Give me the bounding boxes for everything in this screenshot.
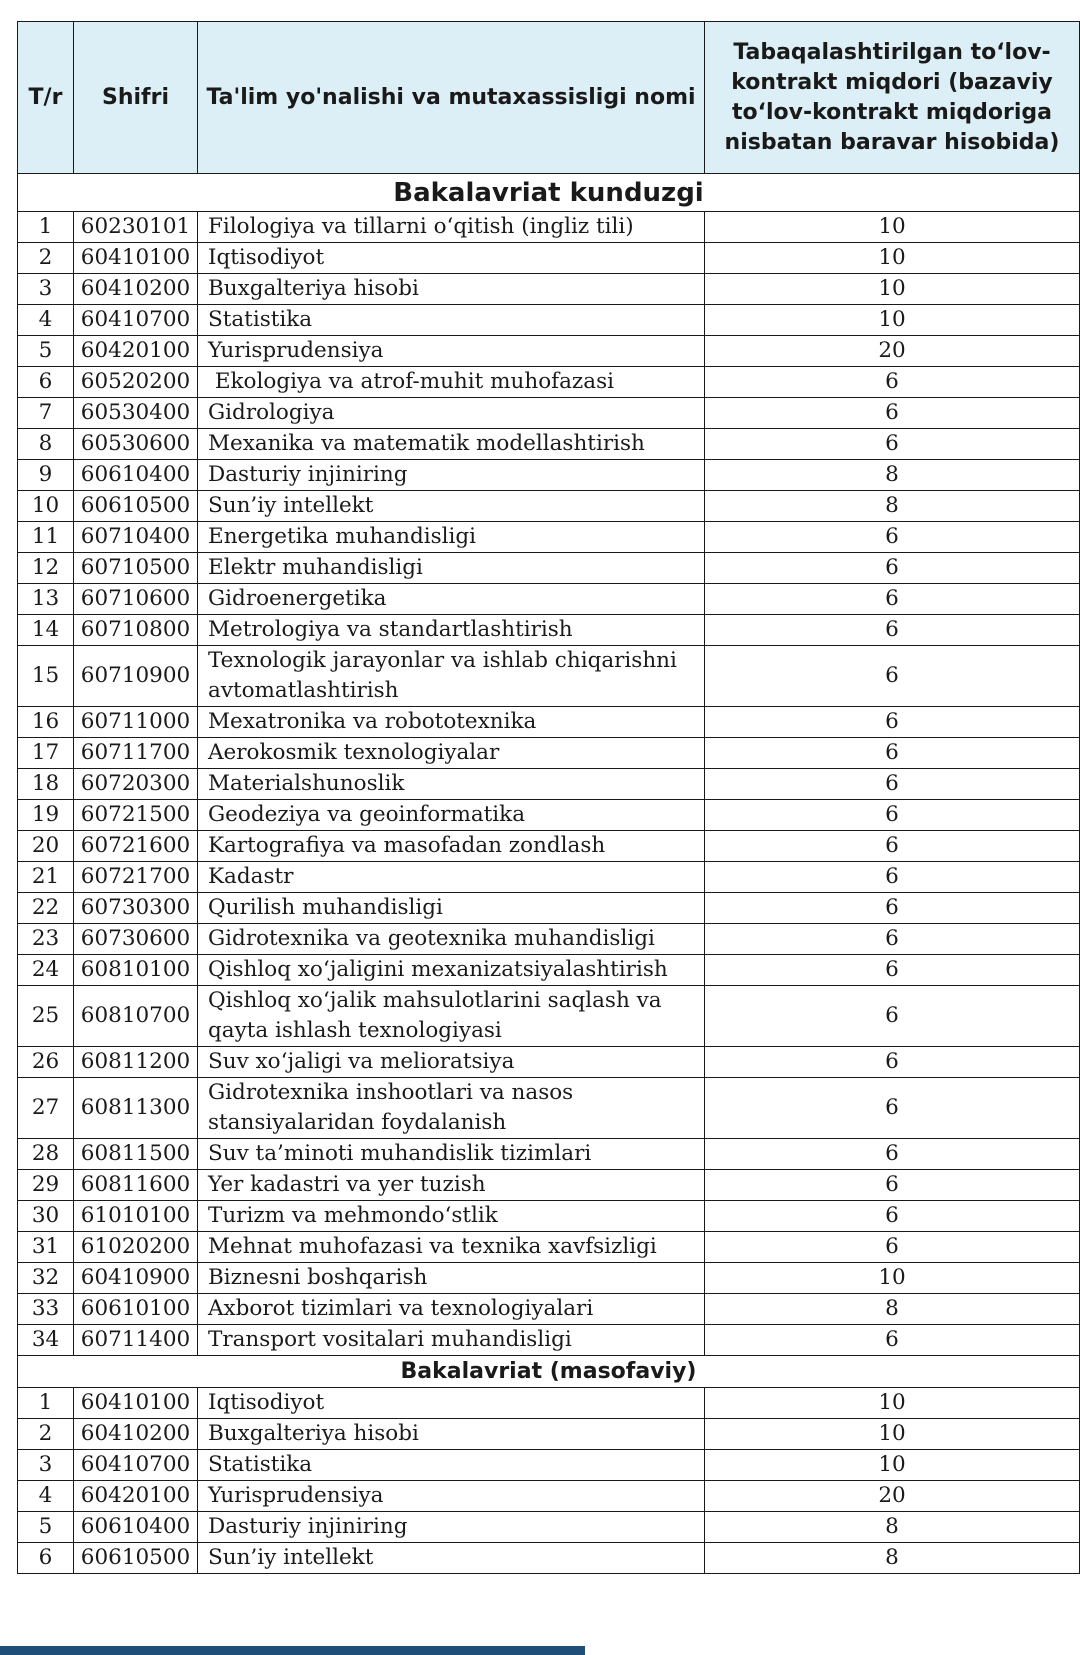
fee-multiplier: 8 (705, 1543, 1080, 1574)
program-name: Dasturiy injiniring (198, 1512, 705, 1543)
fee-multiplier: 6 (705, 429, 1080, 460)
fee-multiplier: 6 (705, 862, 1080, 893)
fee-multiplier: 6 (705, 738, 1080, 769)
table-row (18, 1325, 1080, 1356)
program-name: Statistika (198, 305, 705, 336)
program-code: 60420100 (74, 336, 198, 367)
row-number: 1 (18, 1388, 74, 1419)
fee-multiplier: 10 (705, 1450, 1080, 1481)
fee-multiplier: 6 (705, 707, 1080, 738)
table-row (18, 893, 1080, 924)
program-name: Yurisprudensiya (198, 1481, 705, 1512)
fee-multiplier: 8 (705, 491, 1080, 522)
row-number: 28 (18, 1139, 74, 1170)
fee-multiplier: 10 (705, 243, 1080, 274)
program-name: Sun’iy intellekt (198, 1543, 705, 1574)
table-row (18, 1047, 1080, 1078)
program-name (198, 646, 705, 707)
program-name: Ekologiya va atrof-muhit muhofazasi (198, 367, 705, 398)
table-row (18, 1450, 1080, 1481)
program-code: 60811600 (74, 1170, 198, 1201)
row-number: 5 (18, 1512, 74, 1543)
fee-multiplier: 6 (705, 800, 1080, 831)
program-code: 60811500 (74, 1139, 198, 1170)
program-code: 60711400 (74, 1325, 198, 1356)
program-code: 60420100 (74, 1481, 198, 1512)
program-name-text: Texnologik jarayonlar va ishlab chiqarishni avtomatlashtirish (208, 648, 677, 703)
fee-multiplier: 6 (705, 615, 1080, 646)
program-code: 60711000 (74, 707, 198, 738)
program-name: Dasturiy injiniring (198, 460, 705, 491)
row-number: 5 (18, 336, 74, 367)
fee-multiplier: 6 (705, 522, 1080, 553)
program-code: 60530400 (74, 398, 198, 429)
program-name: Kadastr (198, 862, 705, 893)
row-number: 22 (18, 893, 74, 924)
bottom-accent-bar (0, 1646, 585, 1655)
program-name: Elektr muhandisligi (198, 553, 705, 584)
program-code: 60610400 (74, 1512, 198, 1543)
section-heading-row (18, 1356, 1080, 1388)
row-number: 14 (18, 615, 74, 646)
row-number: 19 (18, 800, 74, 831)
table-row (18, 738, 1080, 769)
row-number: 20 (18, 831, 74, 862)
program-name: Materialshunoslik (198, 769, 705, 800)
header-code: Shifri (74, 22, 198, 174)
row-number: 30 (18, 1201, 74, 1232)
program-code: 60720300 (74, 769, 198, 800)
table-row (18, 398, 1080, 429)
row-number: 34 (18, 1325, 74, 1356)
table-row (18, 615, 1080, 646)
row-number: 12 (18, 553, 74, 584)
table-row (18, 1294, 1080, 1325)
program-name: Suv xo‘jaligi va melioratsiya (198, 1047, 705, 1078)
header-number: T/r (18, 22, 74, 174)
fee-multiplier: 10 (705, 1263, 1080, 1294)
table-row (18, 1263, 1080, 1294)
row-number: 10 (18, 491, 74, 522)
table-row (18, 1481, 1080, 1512)
row-number: 8 (18, 429, 74, 460)
fee-multiplier: 20 (705, 336, 1080, 367)
program-code: 61020200 (74, 1232, 198, 1263)
program-name: Energetika muhandisligi (198, 522, 705, 553)
program-code: 60721600 (74, 831, 198, 862)
table-row (18, 305, 1080, 336)
program-code: 60730600 (74, 924, 198, 955)
program-code: 60410100 (74, 1388, 198, 1419)
fee-multiplier: 6 (705, 1078, 1080, 1139)
program-code: 60711700 (74, 738, 198, 769)
header-row (18, 22, 1080, 174)
row-number: 9 (18, 460, 74, 491)
program-code: 60811200 (74, 1047, 198, 1078)
program-name (198, 1078, 705, 1139)
fee-multiplier: 6 (705, 1170, 1080, 1201)
section-title: Bakalavriat kunduzgi (18, 174, 1080, 212)
fee-multiplier: 8 (705, 1512, 1080, 1543)
fee-multiplier: 6 (705, 924, 1080, 955)
row-number: 16 (18, 707, 74, 738)
program-code: 60410700 (74, 305, 198, 336)
program-name: Qishloq xo‘jaligini mexanizatsiyalashtirish (198, 955, 705, 986)
program-name: Axborot tizimlari va texnologiyalari (198, 1294, 705, 1325)
table-row (18, 460, 1080, 491)
fee-multiplier: 6 (705, 398, 1080, 429)
program-name: Mexanika va matematik modellashtirish (198, 429, 705, 460)
table-row (18, 769, 1080, 800)
row-number: 29 (18, 1170, 74, 1201)
table-body (18, 174, 1080, 1574)
program-name-text: Gidrotexnika inshootlari va nasos stansiyalaridan foydalanish (208, 1080, 574, 1135)
program-name: Turizm va mehmondo‘stlik (198, 1201, 705, 1232)
fee-multiplier: 6 (705, 553, 1080, 584)
program-code: 60410200 (74, 1419, 198, 1450)
row-number: 3 (18, 274, 74, 305)
fee-multiplier: 6 (705, 367, 1080, 398)
fee-multiplier: 6 (705, 986, 1080, 1047)
program-code: 60610500 (74, 491, 198, 522)
table-row (18, 800, 1080, 831)
row-number: 4 (18, 1481, 74, 1512)
table-row (18, 1170, 1080, 1201)
table-row (18, 243, 1080, 274)
row-number: 13 (18, 584, 74, 615)
fee-multiplier: 10 (705, 305, 1080, 336)
table-row (18, 707, 1080, 738)
fee-multiplier: 6 (705, 769, 1080, 800)
program-code: 60710800 (74, 615, 198, 646)
program-code: 60410100 (74, 243, 198, 274)
program-name: Buxgalteriya hisobi (198, 274, 705, 305)
row-number: 21 (18, 862, 74, 893)
program-name: Geodeziya va geoinformatika (198, 800, 705, 831)
program-name: Iqtisodiyot (198, 243, 705, 274)
row-number: 6 (18, 1543, 74, 1574)
program-name: Statistika (198, 1450, 705, 1481)
row-number: 15 (18, 646, 74, 707)
program-name: Biznesni boshqarish (198, 1263, 705, 1294)
program-code: 60710500 (74, 553, 198, 584)
program-name: Mexatronika va robototexnika (198, 707, 705, 738)
program-code: 60610400 (74, 460, 198, 491)
program-name (198, 986, 705, 1047)
table-row (18, 1078, 1080, 1139)
program-name: Suv ta’minoti muhandislik tizimlari (198, 1139, 705, 1170)
fee-multiplier: 6 (705, 1047, 1080, 1078)
program-code: 60410900 (74, 1263, 198, 1294)
fee-multiplier: 6 (705, 646, 1080, 707)
program-code: 60730300 (74, 893, 198, 924)
table-row (18, 584, 1080, 615)
table-row (18, 1388, 1080, 1419)
table-row (18, 1512, 1080, 1543)
table-row (18, 491, 1080, 522)
table-row (18, 862, 1080, 893)
program-code: 60811300 (74, 1078, 198, 1139)
table-row (18, 522, 1080, 553)
row-number: 4 (18, 305, 74, 336)
program-code: 60810100 (74, 955, 198, 986)
row-number: 17 (18, 738, 74, 769)
section-title: Bakalavriat (masofaviy) (18, 1356, 1080, 1388)
table-row (18, 1232, 1080, 1263)
table-row (18, 336, 1080, 367)
header-fee-multiplier: Tabaqalashtirilgan to‘lov-kontrakt miqdori (bazaviy to‘lov-kontrakt miqdoriga nisbatan baravar hisobida) (705, 22, 1080, 174)
row-number: 26 (18, 1047, 74, 1078)
program-name: Sun’iy intellekt (198, 491, 705, 522)
fee-multiplier: 6 (705, 831, 1080, 862)
row-number: 31 (18, 1232, 74, 1263)
program-name-text: Qishloq xo‘jalik mahsulotlarini saqlash va qayta ishlash texnologiyasi (208, 988, 662, 1043)
table-row (18, 274, 1080, 305)
program-code: 60710900 (74, 646, 198, 707)
row-number: 23 (18, 924, 74, 955)
row-number: 25 (18, 986, 74, 1047)
row-number: 24 (18, 955, 74, 986)
table-row (18, 646, 1080, 707)
program-name: Qurilish muhandisligi (198, 893, 705, 924)
section-heading-row (18, 174, 1080, 212)
program-code: 60230101 (74, 212, 198, 243)
program-code: 60710600 (74, 584, 198, 615)
fee-multiplier: 8 (705, 460, 1080, 491)
table-row (18, 924, 1080, 955)
row-number: 2 (18, 243, 74, 274)
fee-multiplier: 10 (705, 212, 1080, 243)
table-row (18, 212, 1080, 243)
fee-multiplier: 6 (705, 1201, 1080, 1232)
row-number: 2 (18, 1419, 74, 1450)
program-code: 60520200 (74, 367, 198, 398)
table-row (18, 1201, 1080, 1232)
program-name: Aerokosmik texnologiyalar (198, 738, 705, 769)
fee-multiplier: 6 (705, 955, 1080, 986)
program-code: 60721700 (74, 862, 198, 893)
program-code: 61010100 (74, 1201, 198, 1232)
program-code: 60721500 (74, 800, 198, 831)
fee-multiplier: 10 (705, 274, 1080, 305)
table-row (18, 1543, 1080, 1574)
table-row (18, 986, 1080, 1047)
row-number: 6 (18, 367, 74, 398)
fee-multiplier: 6 (705, 1325, 1080, 1356)
program-name: Gidrotexnika va geotexnika muhandisligi (198, 924, 705, 955)
contract-fee-table (17, 21, 1080, 1574)
row-number: 32 (18, 1263, 74, 1294)
fee-multiplier: 10 (705, 1419, 1080, 1450)
table-row (18, 367, 1080, 398)
fee-multiplier: 20 (705, 1481, 1080, 1512)
program-code: 60410700 (74, 1450, 198, 1481)
fee-multiplier: 8 (705, 1294, 1080, 1325)
fee-multiplier: 6 (705, 584, 1080, 615)
program-name: Gidrologiya (198, 398, 705, 429)
row-number: 27 (18, 1078, 74, 1139)
row-number: 3 (18, 1450, 74, 1481)
program-code: 60710400 (74, 522, 198, 553)
program-name: Iqtisodiyot (198, 1388, 705, 1419)
program-code: 60530600 (74, 429, 198, 460)
fee-multiplier: 6 (705, 893, 1080, 924)
table-row (18, 553, 1080, 584)
program-code: 60810700 (74, 986, 198, 1047)
table-row (18, 1419, 1080, 1450)
program-name: Yurisprudensiya (198, 336, 705, 367)
program-name: Yer kadastri va yer tuzish (198, 1170, 705, 1201)
fee-multiplier: 10 (705, 1388, 1080, 1419)
row-number: 7 (18, 398, 74, 429)
row-number: 18 (18, 769, 74, 800)
program-name: Filologiya va tillarni o‘qitish (ingliz tili) (198, 212, 705, 243)
row-number: 11 (18, 522, 74, 553)
table-row (18, 1139, 1080, 1170)
program-name: Gidroenergetika (198, 584, 705, 615)
program-code: 60410200 (74, 274, 198, 305)
program-name: Metrologiya va standartlashtirish (198, 615, 705, 646)
table-header (18, 22, 1080, 174)
program-name: Buxgalteriya hisobi (198, 1419, 705, 1450)
program-code: 60610500 (74, 1543, 198, 1574)
fee-multiplier: 6 (705, 1232, 1080, 1263)
program-name: Transport vositalari muhandisligi (198, 1325, 705, 1356)
program-name: Kartografiya va masofadan zondlash (198, 831, 705, 862)
table-row (18, 955, 1080, 986)
fee-multiplier: 6 (705, 1139, 1080, 1170)
program-code: 60610100 (74, 1294, 198, 1325)
row-number: 33 (18, 1294, 74, 1325)
table-row (18, 831, 1080, 862)
header-program-name: Ta'lim yo'nalishi va mutaxassisligi nomi (198, 22, 705, 174)
table-row (18, 429, 1080, 460)
program-name: Mehnat muhofazasi va texnika xavfsizligi (198, 1232, 705, 1263)
row-number: 1 (18, 212, 74, 243)
